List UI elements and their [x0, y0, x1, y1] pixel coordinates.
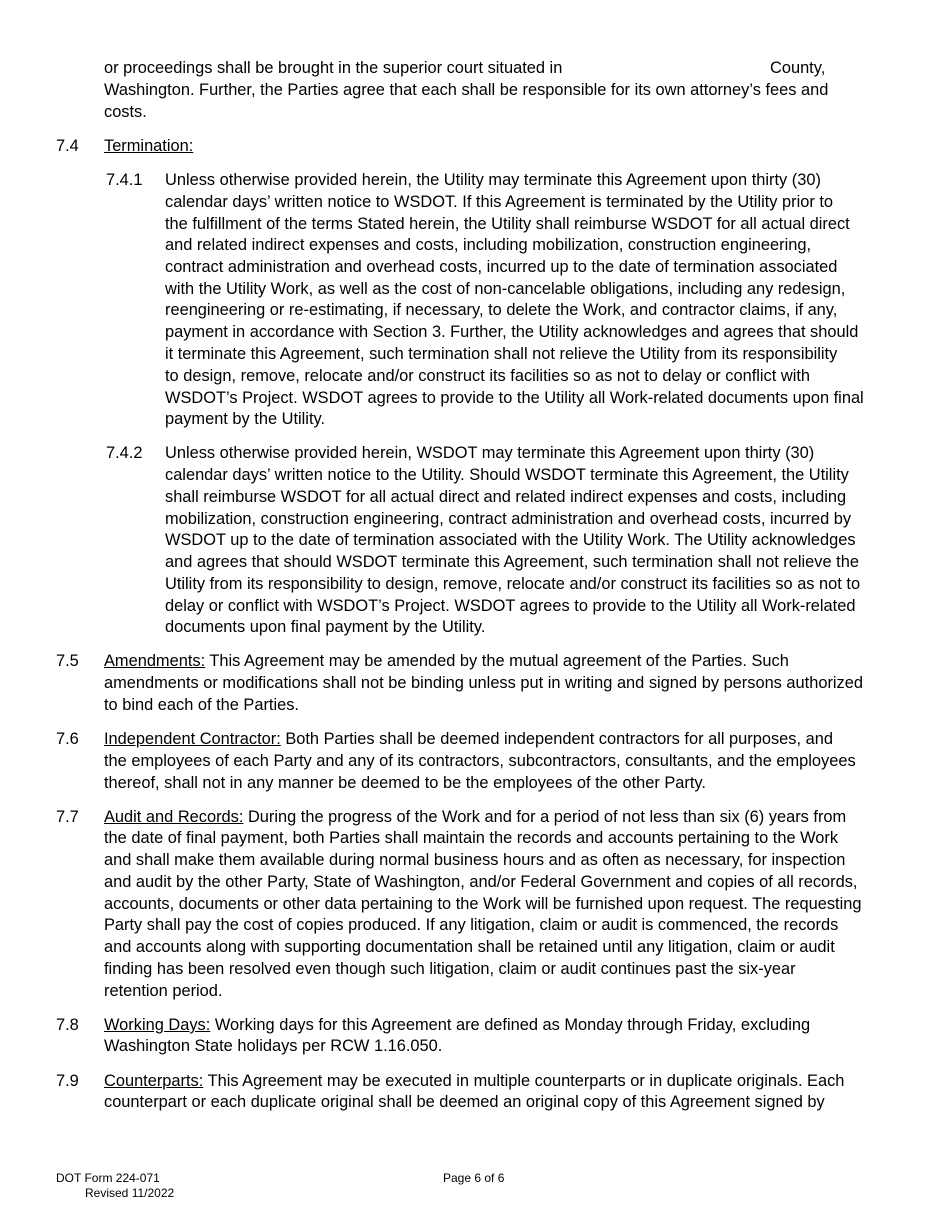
paragraph-line: it terminate this Agreement, such termination shall not relieve the Utility from its responsibility — [165, 345, 838, 363]
section-heading-termination: Termination: — [104, 137, 194, 155]
section-first-text: Both Parties shall be deemed independent contractors for all purposes, and — [280, 730, 833, 748]
paragraph-line: calendar days’ written notice to the Utility. Should WSDOT terminate this Agreement, the Utility — [165, 466, 849, 484]
paragraph-line: payment in accordance with Section 3. Further, the Utility acknowledges and agrees that should — [165, 323, 859, 341]
paragraph-line: shall reimburse WSDOT for all actual direct and related indirect expenses and costs, including — [165, 488, 847, 506]
paragraph-line: Utility from its responsibility to design, remove, relocate and/or construct its facilities so as not to — [165, 575, 861, 593]
section-first-text: This Agreement may be amended by the mutual agreement of the Parties. Such — [205, 652, 789, 670]
section-first-text: During the progress of the Work and for a period of not less than six (6) years from — [243, 808, 847, 826]
section-first-line — [104, 1014, 810, 1036]
section-number: 7.7 — [56, 808, 79, 826]
paragraph-line: and shall make them available during normal business hours and as often as necessary, for inspection — [104, 851, 846, 869]
paragraph-line: to bind each of the Parties. — [104, 696, 299, 714]
paragraph-line: WSDOT’s Project. WSDOT agrees to provide to the Utility all Work-related documents upon final — [165, 389, 864, 407]
paragraph-line: the date of final payment, both Parties shall maintain the records and accounts pertaining to the Work — [104, 829, 839, 847]
footer-page-number: Page 6 of 6 — [443, 1171, 505, 1185]
section-first-line — [104, 650, 789, 672]
paragraph-line: and agrees that should WSDOT terminate this Agreement, such termination shall not relieve the — [165, 553, 859, 571]
paragraph-line: reengineering or re-estimating, if necessary, to delete the Work, and contractor claims, if any, — [165, 301, 838, 319]
section-number: 7.5 — [56, 652, 79, 670]
section-heading-counterparts: Counterparts: — [104, 1072, 204, 1090]
paragraph-line: and related indirect expenses and costs, including mobilization, construction engineering, — [165, 236, 811, 254]
section-first-line — [104, 806, 846, 828]
section-number: 7.6 — [56, 730, 79, 748]
paragraph-line: WSDOT up to the date of termination associated with the Utility Work. The Utility acknowledges — [165, 531, 856, 549]
intro-line-1: or proceedings shall be brought in the superior court situated in — [104, 59, 563, 77]
paragraph-line: the employees of each Party and any of its contractors, subcontractors, consultants, and the employees — [104, 752, 856, 770]
paragraph-line: accounts, documents or other data pertaining to the Work will be furnished upon request. The requesting — [104, 895, 862, 913]
subsection-number: 7.4.1 — [106, 171, 143, 189]
paragraph-line: the fulfillment of the terms Stated herein, the Utility shall reimburse WSDOT for all actual direct — [165, 215, 850, 233]
section-heading-independent-contractor: Independent Contractor: — [104, 730, 281, 748]
section-heading-audit-records: Audit and Records: — [104, 808, 244, 826]
intro-line-3: costs. — [104, 103, 147, 121]
section-number: 7.9 — [56, 1072, 79, 1090]
paragraph-line: Unless otherwise provided herein, WSDOT may terminate this Agreement upon thirty (30) — [165, 444, 815, 462]
section-first-text: This Agreement may be executed in multiple counterparts or in duplicate originals. Each — [203, 1072, 845, 1090]
paragraph-line: delay or conflict with WSDOT’s Project. WSDOT agrees to provide to the Utility all Work-related — [165, 597, 856, 615]
paragraph-line: and audit by the other Party, State of Washington, and/or Federal Government and copies of all records, — [104, 873, 858, 891]
paragraph-line: finding has been resolved even though such litigation, claim or audit continues past the six-year — [104, 960, 796, 978]
paragraph-line: counterpart or each duplicate original shall be deemed an original copy of this Agreement signed by — [104, 1093, 825, 1111]
paragraph-line: amendments or modifications shall not be binding unless put in writing and signed by persons authorized — [104, 674, 863, 692]
paragraph-line: retention period. — [104, 982, 223, 1000]
section-first-text: Working days for this Agreement are defined as Monday through Friday, excluding — [210, 1016, 811, 1034]
paragraph-line: with the Utility Work, as well as the cost of non-cancelable obligations, including any redesign, — [165, 280, 846, 298]
county-label: County, — [770, 59, 826, 77]
footer-form-number: DOT Form 224-071 — [56, 1171, 160, 1185]
section-heading-working-days: Working Days: — [104, 1016, 211, 1034]
footer-revised-date: Revised 11/2022 — [85, 1186, 175, 1200]
section-heading-amendments: Amendments: — [104, 652, 206, 670]
intro-line-2: Washington. Further, the Parties agree that each shall be responsible for its own attorney’s fees and — [104, 81, 829, 99]
section-number: 7.8 — [56, 1016, 79, 1034]
section-first-line — [104, 1070, 844, 1092]
paragraph-line: mobilization, construction engineering, contract administration and overhead costs, incurred by — [165, 510, 852, 528]
paragraph-line: calendar days’ written notice to WSDOT. If this Agreement is terminated by the Utility prior to — [165, 193, 834, 211]
paragraph-line: Unless otherwise provided herein, the Utility may terminate this Agreement upon thirty (30) — [165, 171, 821, 189]
paragraph-line: contract administration and overhead costs, incurred up to the date of termination associated — [165, 258, 838, 276]
paragraph-line: documents upon final payment by the Utility. — [165, 618, 486, 636]
paragraph-line: Washington State holidays per RCW 1.16.050. — [104, 1037, 443, 1055]
paragraph-line: payment by the Utility. — [165, 410, 326, 428]
subsection-number: 7.4.2 — [106, 444, 143, 462]
paragraph-line: Party shall pay the cost of copies produced. If any litigation, claim or audit is commenced, the records — [104, 916, 839, 934]
paragraph-line: thereof, shall not in any manner be deemed to be the employees of the other Party. — [104, 774, 706, 792]
section-number: 7.4 — [56, 137, 79, 155]
paragraph-line: to design, remove, relocate and/or construct its facilities so as not to delay or conflict with — [165, 367, 811, 385]
paragraph-line: and accounts along with supporting documentation shall be retained until any litigation, claim or audit — [104, 938, 835, 956]
section-first-line — [104, 728, 833, 750]
